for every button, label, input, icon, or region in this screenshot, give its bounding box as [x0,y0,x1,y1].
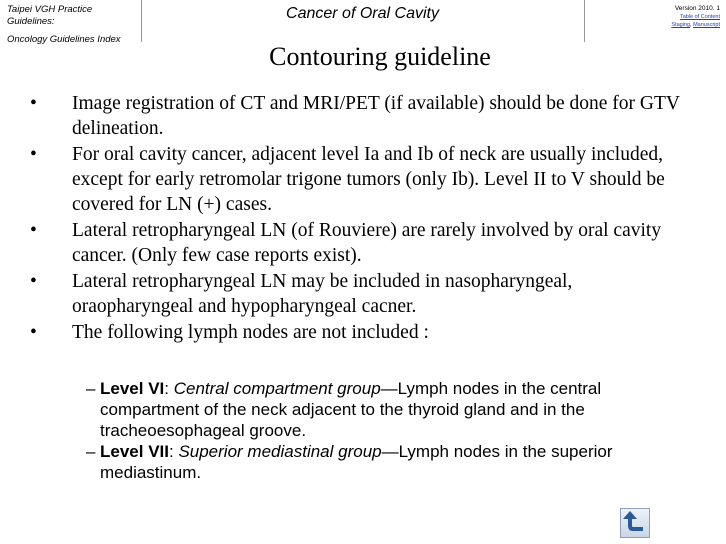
guidelines-header [7,4,121,46]
guideline-list [30,91,690,346]
group-description: —Lymph nodes in the central compartment of the neck adjacent to the thyroid gland and in the tracheoesophageal groove. [100,379,602,440]
list-item: • The following lymph nodes are not included : [30,322,429,343]
list-item: • Lateral retropharyngeal LN (of Rouviere) are rarely involved by oral cavity cancer. (Only few case reports exist). [30,220,662,266]
table-of-content-link[interactable]: Table of Content [679,14,720,20]
return-arrow-icon [621,509,649,537]
group-name: Central compartment group [173,379,381,398]
header-right: Version 2010. 1 Table of Content Staging, Manuscript [671,5,720,28]
page-title: Contouring guideline [269,42,491,71]
group-description: —Lymph nodes in the superior mediastinum. [100,442,613,482]
staging-link[interactable]: Staging [671,22,691,28]
list-item: • For oral cavity cancer, adjacent level Ia and Ib of neck are usually included, except for early retromolar trigone tumors (only Ib). Level II to V should be covered for LN (+) cases. [30,144,665,215]
list-item: • Image registration of CT and MRI/PET (if available) should be done for GTV delineation. [30,93,680,139]
level-label: Level VII [100,442,169,461]
header-divider-right [584,0,585,42]
level-label: Level VI [100,379,165,398]
sub-list-item: – Level VI: Central compartment group—Lymph nodes in the central compartment of the neck adjacent to the thyroid gland and in the tracheoesophageal groove. [86,379,602,440]
header-line-3: Oncology Guidelines Index [7,34,121,45]
return-button[interactable] [620,508,650,538]
header-line-1: Taipei VGH Practice [7,4,93,15]
sub-list-item: – Level VII: Superior mediastinal group—Lymph nodes in the superior mediastinum. [86,442,613,482]
version-label: Version 2010. 1 [674,5,720,12]
header-title: Cancer of Oral Cavity [286,5,439,22]
manuscript-link[interactable]: Manuscript [693,22,720,28]
header-line-2: Guidelines: [7,16,55,27]
group-name: Superior mediastinal group [178,442,382,461]
excluded-nodes-list [86,378,696,483]
list-item: • Lateral retropharyngeal LN may be included in nasopharyngeal, oraopharyngeal and hypopharyngeal cacner. [30,271,573,317]
